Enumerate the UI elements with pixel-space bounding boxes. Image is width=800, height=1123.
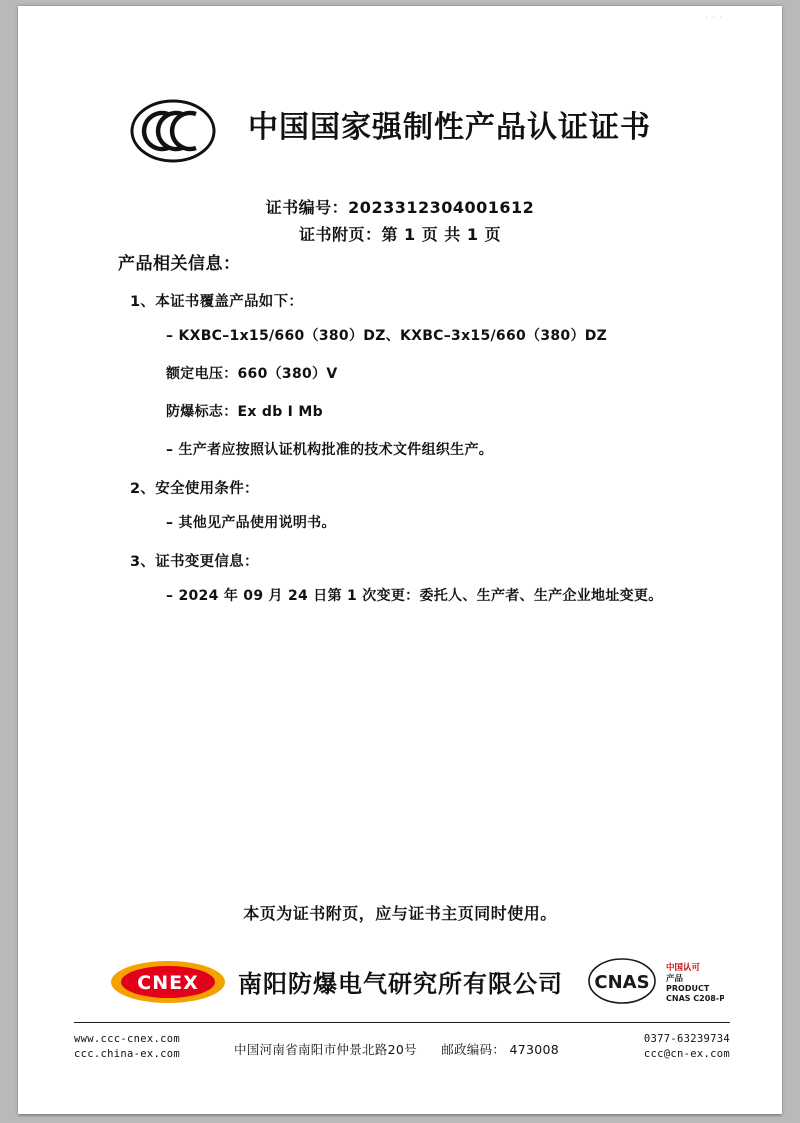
list-item: – 生产者应按照认证机构批准的技术文件组织生产。	[166, 442, 494, 458]
company-row	[18, 954, 782, 1016]
list-item: – 2024 年 09 月 24 日第 1 次变更：委托人、生产者、生产企业地址变更。	[166, 588, 663, 604]
zip-code: 473008	[509, 1042, 560, 1057]
list-item: 2、安全使用条件：	[130, 481, 259, 497]
list-item: 1、本证书覆盖产品如下：	[130, 294, 304, 310]
ccc-logo-icon	[130, 98, 216, 164]
list-item: 防爆标志：Ex db I Mb	[166, 404, 323, 420]
svg-text:CNAS: CNAS	[594, 972, 650, 993]
cnas-accreditation-icon	[588, 954, 724, 1008]
section-title: 产品相关信息：	[118, 254, 241, 274]
list-item: 额定电压：660（380）V	[166, 366, 338, 382]
list-item: 3、证书变更信息：	[130, 554, 259, 570]
svg-text:PRODUCT: PRODUCT	[666, 984, 710, 993]
zip-label: 邮政编码：	[441, 1042, 506, 1057]
product-info-section	[118, 249, 728, 623]
list-item: – 其他见产品使用说明书。	[166, 515, 336, 531]
svg-text:中国认可: 中国认可	[666, 963, 701, 973]
footer-note: 本页为证书附页，应与证书主页同时使用。	[243, 904, 557, 923]
website-secondary: ccc.china-ex.com	[74, 1048, 180, 1060]
corner-marks: ···	[705, 12, 726, 22]
page-title: 中国国家强制性产品认证证书	[248, 110, 651, 145]
page-shadow	[18, 1114, 782, 1118]
svg-text:产品: 产品	[666, 974, 684, 984]
certificate-meta	[18, 194, 782, 248]
svg-text:CNAS C208-P: CNAS C208-P	[666, 994, 724, 1003]
company-address: 中国河南省南阳市仲景北路20号	[234, 1042, 417, 1057]
svg-text:CNEX: CNEX	[137, 972, 199, 994]
certificate-page	[18, 6, 782, 1114]
website-primary: www.ccc-cnex.com	[74, 1033, 180, 1045]
contact-band	[74, 1030, 730, 1078]
email-address: ccc@cn-ex.com	[643, 1048, 730, 1060]
certificate-page-count: 证书附页：第 1 页 共 1 页	[298, 225, 502, 244]
company-name: 南阳防爆电气研究所有限公司	[238, 970, 563, 998]
list-item: – KXBC–1x15/660（380）DZ、KXBC–3x15/660（380）DZ	[166, 328, 608, 344]
document-header	[130, 98, 710, 170]
cnex-logo-icon	[110, 960, 226, 1004]
footer-divider	[74, 1022, 730, 1023]
phone-number: 0377-63239734	[643, 1033, 730, 1045]
certificate-number: 证书编号：2023312304001612	[265, 198, 535, 217]
